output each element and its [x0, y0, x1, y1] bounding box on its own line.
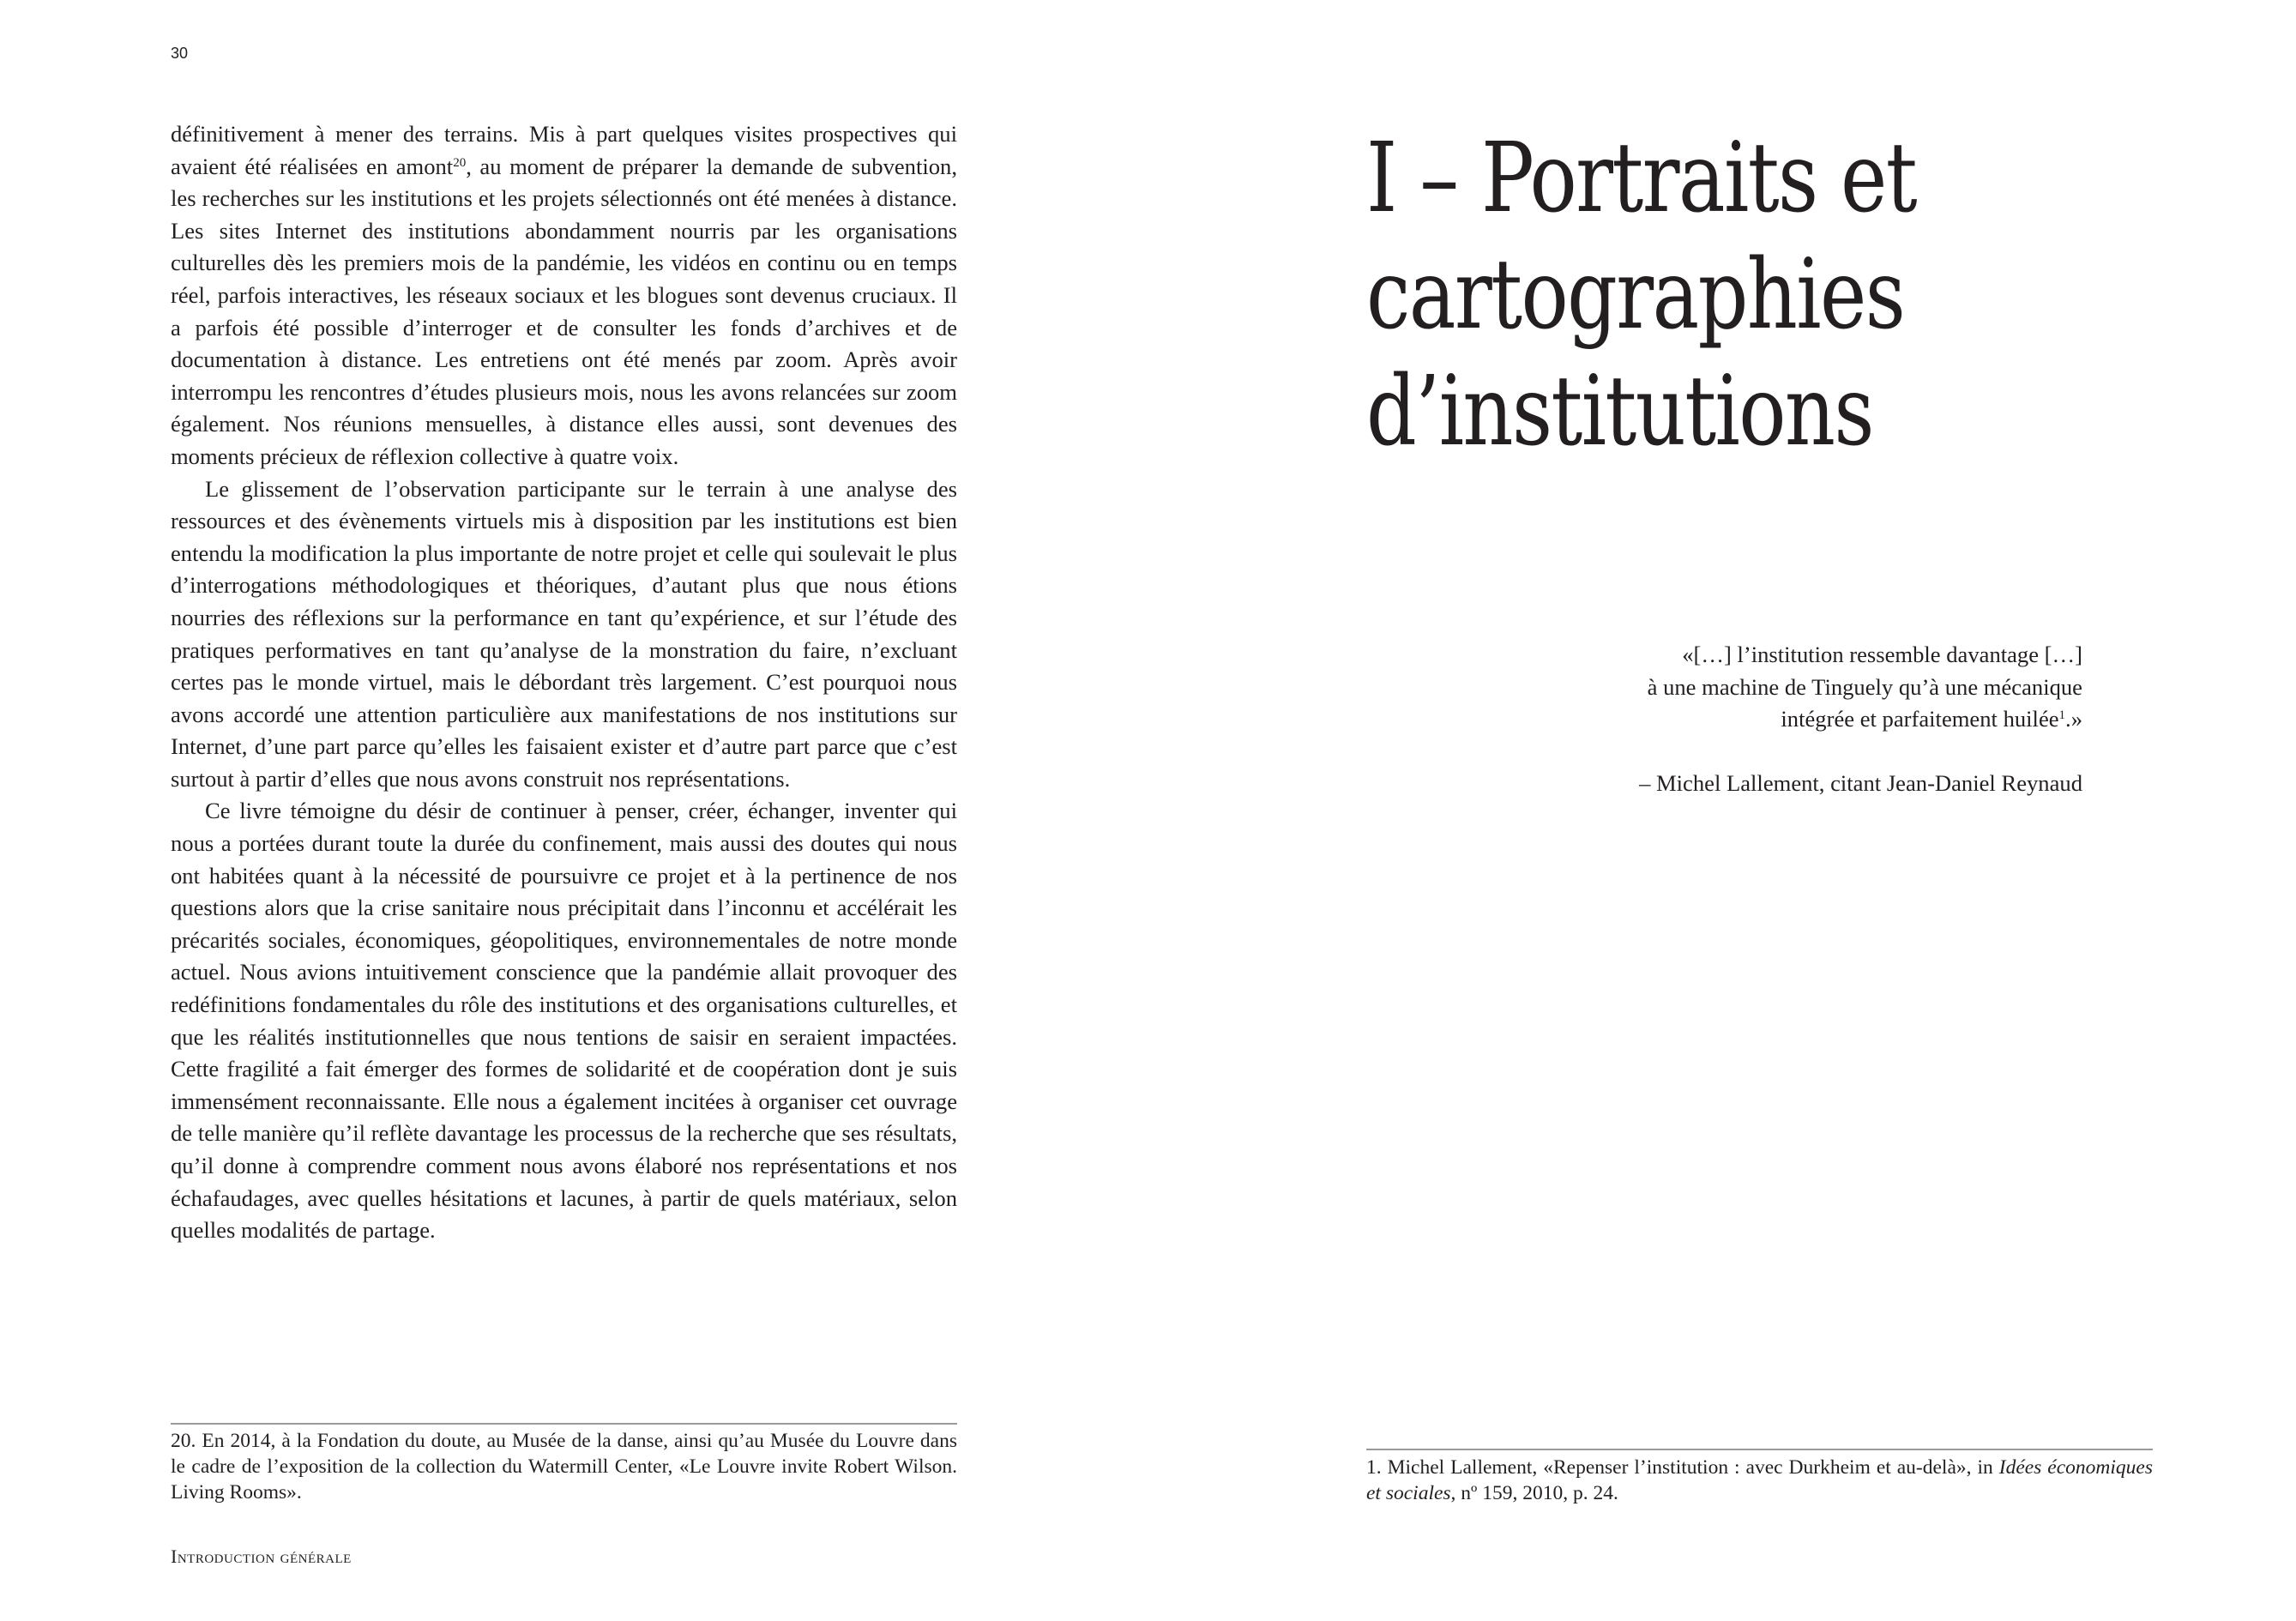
footnote-left	[171, 1428, 957, 1505]
chapter-title-line-1: I – Portraits et	[1366, 123, 1917, 234]
epigraph-line-3-text: intégrée et parfaitement huilée	[1781, 706, 2059, 732]
epigraph-closing-quote: .»	[2065, 706, 2082, 732]
footnote-right	[1366, 1455, 2153, 1506]
body-paragraph-1	[171, 118, 957, 473]
paragraph-1-continuation: , au moment de préparer la demande de subvention, les recherches sur les institutions et les projets sélectionnés ont été menées à distance. Les sites Internet des institutions abondamment nourris par les organisations culturelles dès les premiers mois de la pandémie, les vidéos en continu ou en temps réel, parfois interactives, les réseaux sociaux et les blogues sont devenus cruciaux. Il a parfois été possible d’interroger et de consulter les fonds d’archives et de documentation à distance. Les entretiens ont été menés par zoom. Après avoir interrompu les rencontres d’études plusieurs mois, nous les avons relancées sur zoom également. Nos réunions mensuelles, à distance elles aussi, sont devenues des moments précieux de réflexion collective à quatre voix.	[171, 153, 957, 469]
running-head: Introduction générale	[171, 1546, 352, 1567]
footnote-20-text: 20. En 2014, à la Fondation du doute, au Musée de la danse, ainsi qu’au Musée du Louvre dans le cadre de l’exposition de la collection du Watermill Center, «Le Louvre invite Robert Wilson. Living Rooms».	[171, 1430, 957, 1503]
chapter-title	[1366, 120, 1999, 470]
chapter-title-line-3: d’institutions	[1366, 356, 1873, 467]
body-paragraph-3: Ce livre témoigne du désir de continuer à penser, créer, échanger, inventer qui nous a portées durant toute la durée du confinement, mais aussi des doutes qui nous ont habitées quant à la nécessité de poursuivre ce projet et à la pertinence de nos questions alors que la crise sanitaire nous précipitait dans l’inconnu et accélérait les précarités sociales, économiques, géopolitiques, environnementales de notre monde actuel. Nous avions intuitivement conscience que la pandémie allait provoquer des redéfinitions fondamentales du rôle des institutions et des organisations culturelles, et que les réalités institutionnelles que nous tentions de saisir en seraient impactées. Cette fragilité a fait émerger des formes de solidarité et de coopération dont je suis immensément reconnaissante. Elle nous a également incitées à organiser cet ouvrage de telle manière qu’il reflète davantage les processus de la recherche que ses résultats, qu’il donne à comprendre comment nous avons élaboré nos représentations et nos échafaudages, avec quelles hésitations et lacunes, à partir de quels matériaux, selon quelles modalités de partage.	[171, 798, 957, 1244]
body-text-column	[171, 118, 957, 1247]
epigraph-line-1: «[…] l’institution ressemble davantage […]	[1682, 642, 2082, 667]
footnote-divider-right	[1366, 1449, 2153, 1450]
footnote-divider-left	[171, 1423, 957, 1425]
epigraph	[1458, 639, 2082, 799]
footnote-reference-20[interactable]: 20	[453, 155, 467, 170]
footnote-reference-1[interactable]: 1	[2058, 708, 2066, 723]
epigraph-line-3	[1458, 703, 2082, 736]
page-number: 30	[171, 45, 189, 62]
epigraph-line-2: à une machine de Tinguely qu’à une mécanique	[1647, 673, 2082, 700]
footnote-1-text	[1366, 1455, 2153, 1506]
paragraph-1-text: définitivement à mener des terrains. Mis à part quelques visites prospectives qui avaient été réalisées en amont	[171, 121, 957, 179]
footnote-1-suffix: , nº 159, 2010, p. 24.	[1450, 1482, 1618, 1504]
body-paragraph-2: Le glissement de l’observation participante sur le terrain à une analyse des ressources et des évènements virtuels mis à disposition par les institutions est bien entendu la modification la plus importante de notre projet et celle qui soulevait le plus d’interrogations méthodologiques et théoriques, d’autant plus que nous étions nourries des réflexions sur la performance en tant qu’expérience, et sur l’étude des pratiques performatives en tant qu’analyse de la monstration du faire, n’excluant certes pas le monde virtuel, mais le débordant très largement. C’est pourquoi nous avons accordé une attention particulière aux manifestations de nos institutions sur Internet, d’une part parce qu’elles les faisaient exister et d’autre part parce que c’est surtout à partir d’elles que nous avons construit nos représentations.	[171, 475, 957, 792]
footnote-1-prefix: 1. Michel Lallement, «Repenser l’institution : avec Durkheim et au-delà», in	[1366, 1456, 1999, 1479]
footnote-1-journal-title: Idées économiques et sociales	[1366, 1456, 2153, 1504]
epigraph-attribution: – Michel Lallement, citant Jean-Daniel Reynaud	[1639, 769, 2082, 796]
chapter-title-line-2: cartographies	[1366, 239, 1905, 351]
